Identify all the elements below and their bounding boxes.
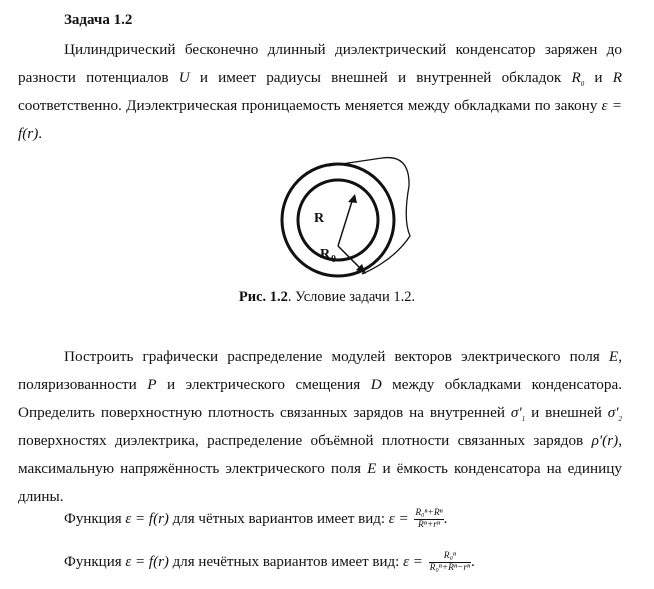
capacitor-figure [270, 156, 420, 280]
symbol-E: E [608, 348, 619, 365]
text: и внешней [525, 404, 608, 421]
radius-R0-line [338, 246, 362, 270]
text: . [443, 510, 448, 527]
fraction-odd [429, 551, 471, 574]
symbol-U: U [178, 69, 190, 86]
symbol-R0: $R_0$ [571, 69, 585, 89]
text: для нечётных вариантов имеет вид: [168, 553, 404, 570]
label-R: R [314, 211, 325, 226]
function-odd [64, 551, 475, 574]
inner-circle [298, 180, 378, 260]
problem-title: Задача 1.2 [64, 12, 133, 28]
fraction-denominator: Rⁿ+rⁿ [418, 520, 440, 530]
radius-R-line [338, 198, 353, 246]
label-R0: R [320, 247, 331, 262]
text: Построить графически распределение модулей векторов электрического поля [64, 348, 609, 365]
task-statement [18, 343, 622, 511]
text: Функция [64, 553, 126, 570]
fraction-numerator: R₀ⁿ+Rⁿ [415, 508, 443, 518]
function-even [64, 508, 447, 531]
symbol-D: D [370, 376, 382, 393]
text: Функция [64, 510, 126, 527]
text: , поляризованности [18, 348, 622, 393]
text: . [471, 553, 475, 570]
text: и имеет радиусы внешней и внутренней обкладок [189, 69, 572, 86]
symbol-sigma2: $\sigma'_2$ [607, 404, 623, 424]
text: , максимальную напряжённость электрического поля [18, 432, 622, 477]
formula-epsilon-law: ε = f(r) [125, 510, 169, 527]
caption-label: Рис. 1.2 [238, 289, 288, 305]
text: и [584, 69, 613, 86]
formula-epsilon-law: ε = f(r) [18, 97, 622, 142]
radius-R-arrowhead [348, 194, 357, 203]
text: и электрического смещения [156, 376, 371, 393]
caption-text: . Условие задачи 1.2. [287, 289, 416, 305]
fraction-numerator: R₀ⁿ [429, 551, 471, 563]
text: . [38, 125, 43, 142]
text: Цилиндрический бесконечно длинный диэлектрический конденсатор заряжен до разности потенциалов [18, 41, 622, 86]
symbol-sigma1: $\sigma'_1$ [510, 404, 526, 424]
problem-statement [18, 36, 622, 148]
symbol-P: P [147, 376, 157, 393]
symbol-R: R [612, 69, 622, 86]
text: для чётных вариантов имеет вид: [168, 510, 389, 527]
text: между обкладками конденсатора. Определить поверхностную плотность связанных зарядов на внутренней [18, 376, 622, 421]
fraction-denominator: R₀ⁿ+Rⁿ−rⁿ [429, 563, 471, 573]
fraction-even [414, 508, 443, 531]
symbol-rho: ρ′(r) [591, 432, 619, 449]
formula-epsilon: ε = [403, 553, 427, 570]
label-R0-sub: 0 [331, 254, 336, 265]
formula-epsilon-law: ε = f(r) [125, 553, 169, 570]
text: поверхностях диэлектрика, распределение объёмной плотности связанных зарядов [18, 432, 592, 449]
figure-caption [0, 289, 654, 306]
text: и ёмкость конденсатора на единицу длины. [18, 460, 622, 505]
text: соответственно. Диэлектрическая проницаемость меняется между обкладками по закону [18, 97, 602, 114]
formula-epsilon: ε = [388, 510, 413, 527]
symbol-E: E [367, 460, 377, 477]
